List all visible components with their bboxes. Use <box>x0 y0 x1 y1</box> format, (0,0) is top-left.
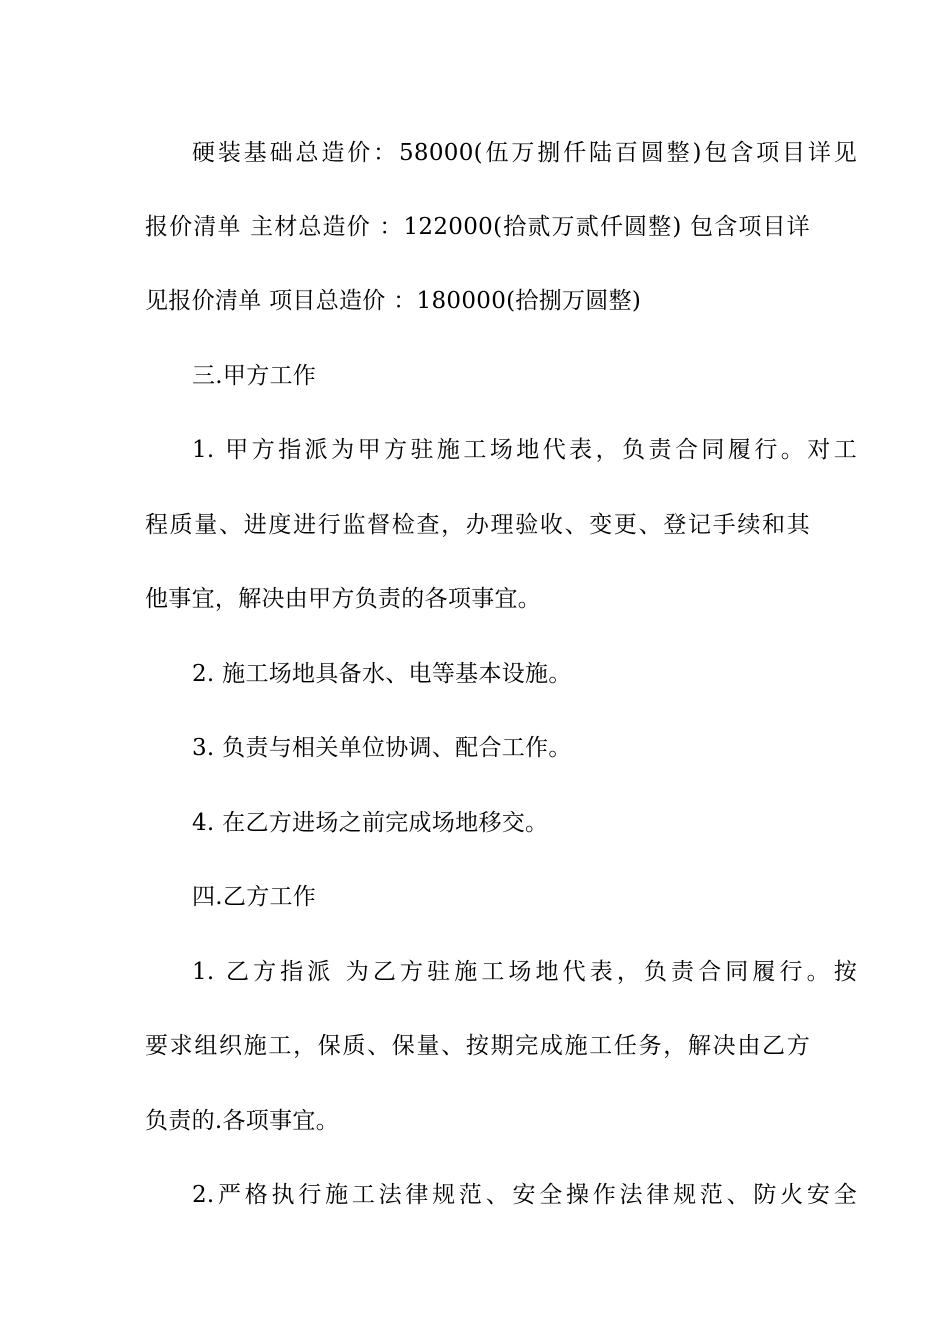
text-line: 1. 甲方指派为甲方驻施工场地代表，负责合同履行。对工 <box>192 437 857 463</box>
text-line: 硬装基础总造价：58000(伍万捌仟陆百圆整)包含项目详见 <box>192 140 857 166</box>
text-line: 负责的.各项事宜。 <box>145 1108 340 1134</box>
text-line: 4. 在乙方进场之前完成场地移交。 <box>192 810 549 836</box>
section-heading: 三.甲方工作 <box>192 363 317 389</box>
text-line: 2.严格执行施工法律规范、安全操作法律规范、防火安全 <box>192 1182 857 1208</box>
text-line: 1. 乙方指派 为乙方驻施工场地代表，负责合同履行。按 <box>192 959 857 985</box>
section-heading: 四.乙方工作 <box>192 884 317 910</box>
text-line: 见报价清单 项目总造价 ：180000(拾捌万圆整) <box>145 288 642 314</box>
text-line: 2. 施工场地具备水、电等基本设施。 <box>192 661 572 687</box>
text-line: 程质量、进度进行监督检查，办理验收、变更、登记手续和其 <box>145 512 810 538</box>
text-line: 报价清单 主材总造价 ：122000(拾贰万贰仟圆整) 包含项目详 <box>145 214 810 240</box>
text-line: 3. 负责与相关单位协调、配合工作。 <box>192 735 572 761</box>
text-line: 要求组织施工，保质、保量、按期完成施工任务，解决由乙方 <box>145 1033 810 1059</box>
text-line: 他事宜，解决由甲方负责的各项事宜。 <box>145 586 542 612</box>
